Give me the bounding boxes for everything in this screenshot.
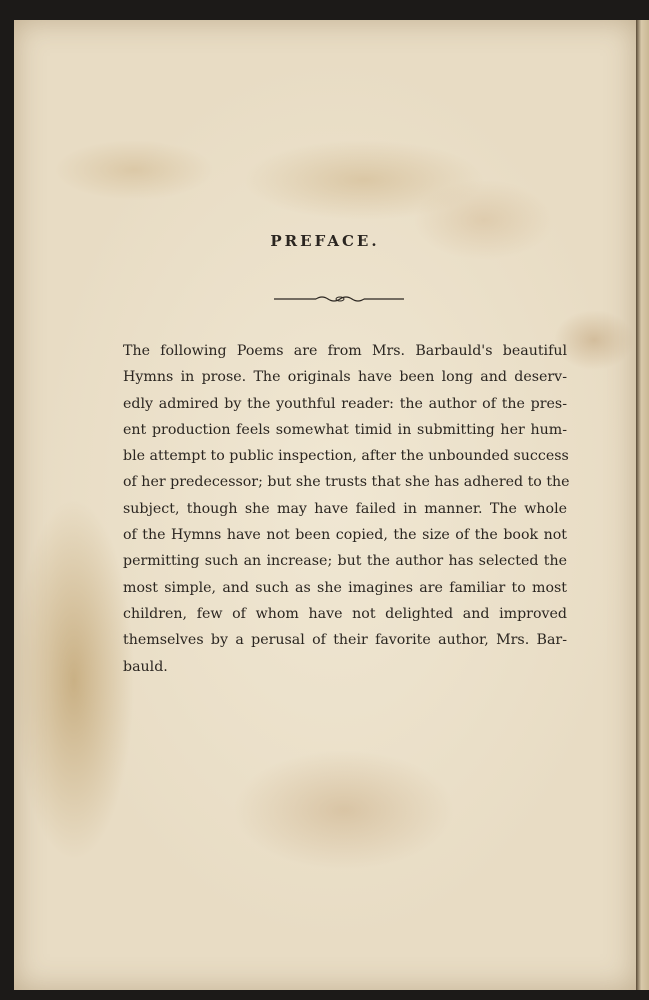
text-line: subject, though she may have failed in manner. The whole [123,500,567,517]
ornamental-rule [274,292,404,306]
text-line: bauld. [123,658,168,675]
book-page [14,20,636,990]
text-line: of her predecessor; but she trusts that she has adhered to the [123,474,570,491]
preface-body [123,338,570,680]
page-title: PREFACE. [270,232,380,250]
text-line: permitting such an increase; but the author has selected the [123,553,567,570]
text-line: children, few of whom have not delighted and improved [123,605,567,622]
text-line: edly admired by the youthful reader: the author of the pres- [123,395,567,412]
text-line: of the Hymns have not been copied, the size of the book not [123,527,567,544]
text-line: themselves by a perusal of their favorite author, Mrs. Bar- [123,632,567,649]
facing-page-edge [636,20,649,990]
text-line: most simple, and such as she imagines are familiar to most [123,579,567,596]
text-line: ble attempt to public inspection, after the unbounded success [123,448,569,465]
text-line: The following Poems are from Mrs. Barbauld's beautiful [123,343,567,359]
text-line: Hymns in prose. The originals have been long and deserv- [123,369,567,386]
text-line: ent production feels somewhat timid in submitting her hum- [123,421,567,438]
